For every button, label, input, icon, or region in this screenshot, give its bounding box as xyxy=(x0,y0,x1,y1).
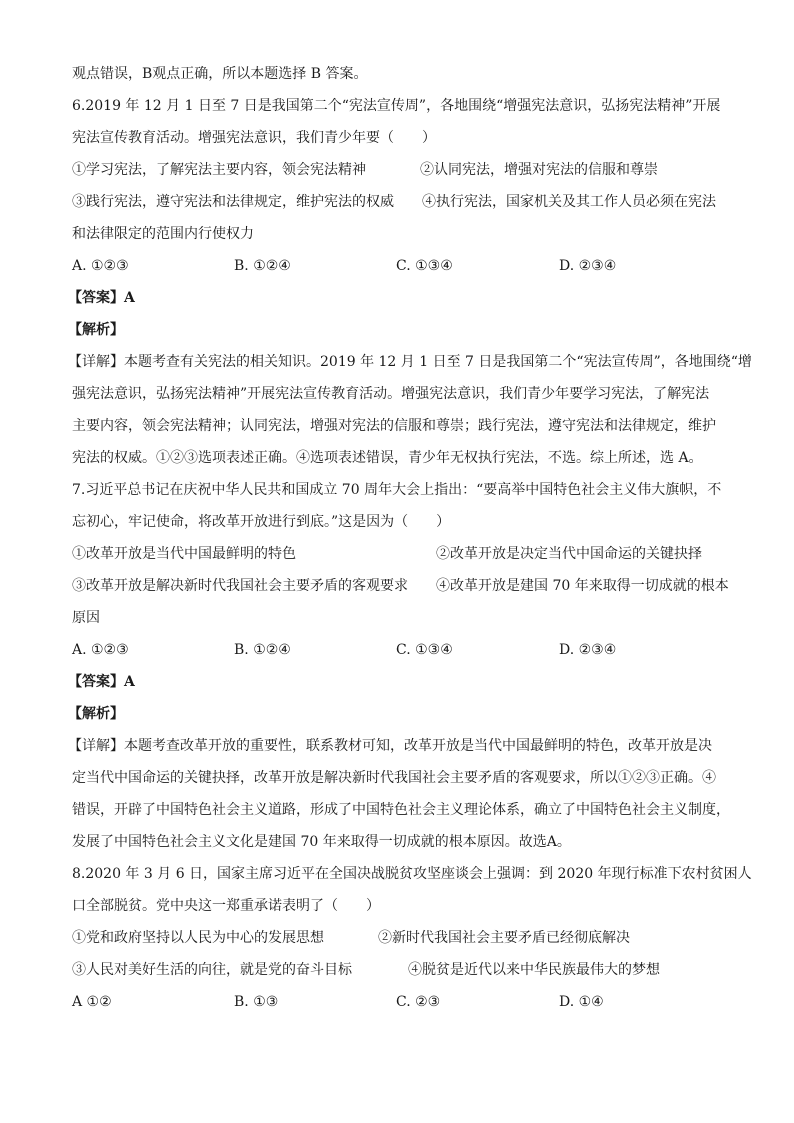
question-8-stem: 8.2020 年 3 月 6 日，国家主席习近平在全国决战脱贫攻坚座谈会上强调：到 2020 年现行标准下农村贫困人 xyxy=(72,866,752,882)
question-8-choice-d: D. ①④ xyxy=(559,994,604,1010)
question-7-choice-a: A. ①②③ xyxy=(72,642,129,658)
question-7-analysis-heading: 【解析】 xyxy=(68,706,124,722)
question-7-option: ②改革开放是决定当代中国命运的关键抉择 xyxy=(436,546,702,562)
question-6-option: ①学习宪法，了解宪法主要内容，领会宪法精神 xyxy=(72,162,366,178)
question-8-choice-b: B. ①③ xyxy=(234,994,279,1010)
question-6-stem: 6.2019 年 12 月 1 日至 7 日是我国第二个“宪法宣传周”，各地围绕“增强宪法意识，弘扬宪法精神”开展 xyxy=(72,98,721,114)
question-7-choice-c: C. ①③④ xyxy=(396,642,453,658)
question-6-choice-d: D. ②③④ xyxy=(559,258,617,274)
question-6-choice-a: A. ①②③ xyxy=(72,258,129,274)
question-7-stem: 7.习近平总书记在庆祝中华人民共和国成立 70 周年大会上指出：“要高举中国特色社会主义伟大旗帜，不 xyxy=(72,482,722,498)
question-8-option: ③人民对美好生活的向往，就是党的奋斗目标 xyxy=(72,962,352,978)
question-6-analysis-heading: 【解析】 xyxy=(68,322,124,338)
question-8-choice-c: C. ②③ xyxy=(396,994,441,1010)
question-7-analysis: 【详解】本题考查改革开放的重要性，联系教材可知，改革开放是当代中国最鲜明的特色，改革开放是决 xyxy=(68,738,712,754)
question-6-option: 和法律限定的范围内行使权力 xyxy=(72,226,254,242)
question-8-option: ②新时代我国社会主要矛盾已经彻底解决 xyxy=(378,930,630,946)
question-6-analysis: 【详解】本题考查有关宪法的相关知识。2019 年 12 月 1 日至 7 日是我国第二个“宪法宣传周”，各地围绕“增 xyxy=(68,354,752,370)
question-7-answer: 【答案】A xyxy=(68,674,135,690)
question-7-stem: 忘初心，牢记使命，将改革开放进行到底。”这是因为（ ） xyxy=(72,514,451,530)
question-6-choice-b: B. ①②④ xyxy=(234,258,291,274)
question-7-option: ④改革开放是建国 70 年来取得一切成就的根本 xyxy=(436,578,729,594)
question-7-analysis: 发展了中国特色社会主义文化是建国 70 年来取得一切成就的根本原因。故选A。 xyxy=(72,834,571,850)
question-7-choice-d: D. ②③④ xyxy=(559,642,617,658)
question-7-choice-b: B. ①②④ xyxy=(234,642,291,658)
text-line: 观点错误，B观点正确，所以本题选择 B 答案。 xyxy=(72,66,368,82)
question-7-analysis: 错误，开辟了中国特色社会主义道路，形成了中国特色社会主义理论体系，确立了中国特色社会主义制度， xyxy=(72,802,730,818)
question-6-option: ④执行宪法，国家机关及其工作人员必须在宪法 xyxy=(422,194,716,210)
question-6-answer: 【答案】A xyxy=(68,290,135,306)
question-8-option: ④脱贫是近代以来中华民族最伟大的梦想 xyxy=(408,962,660,978)
question-8-choice-a: A ①② xyxy=(72,994,112,1010)
question-8-stem: 口全部脱贫。党中央这一郑重承诺表明了（ ） xyxy=(72,898,380,914)
question-6-option: ②认同宪法，增强对宪法的信服和尊崇 xyxy=(420,162,658,178)
question-8-option: ①党和政府坚持以人民为中心的发展思想 xyxy=(72,930,324,946)
question-6-option: ③践行宪法，遵守宪法和法律规定，维护宪法的权威 xyxy=(72,194,394,210)
question-7-option: 原因 xyxy=(72,610,100,626)
question-7-analysis: 定当代中国命运的关键抉择，改革开放是解决新时代我国社会主要矛盾的客观要求，所以①②③正确。④ xyxy=(72,770,716,786)
question-6-analysis: 强宪法意识，弘扬宪法精神”开展宪法宣传教育活动。增强宪法意识，我们青少年要学习宪法，了解宪法 xyxy=(72,386,710,402)
question-7-option: ①改革开放是当代中国最鲜明的特色 xyxy=(72,546,296,562)
question-6-stem: 宪法宣传教育活动。增强宪法意识，我们青少年要（ ） xyxy=(72,130,436,146)
question-6-analysis: 宪法的权威。①②③选项表述正确。④选项表述错误，青少年无权执行宪法，不选。综上所述，选 A。 xyxy=(72,450,703,466)
question-6-analysis: 主要内容，领会宪法精神；认同宪法，增强对宪法的信服和尊崇；践行宪法，遵守宪法和法律规定，维护 xyxy=(72,418,716,434)
question-6-choice-c: C. ①③④ xyxy=(396,258,453,274)
question-7-option: ③改革开放是解决新时代我国社会主要矛盾的客观要求 xyxy=(72,578,408,594)
